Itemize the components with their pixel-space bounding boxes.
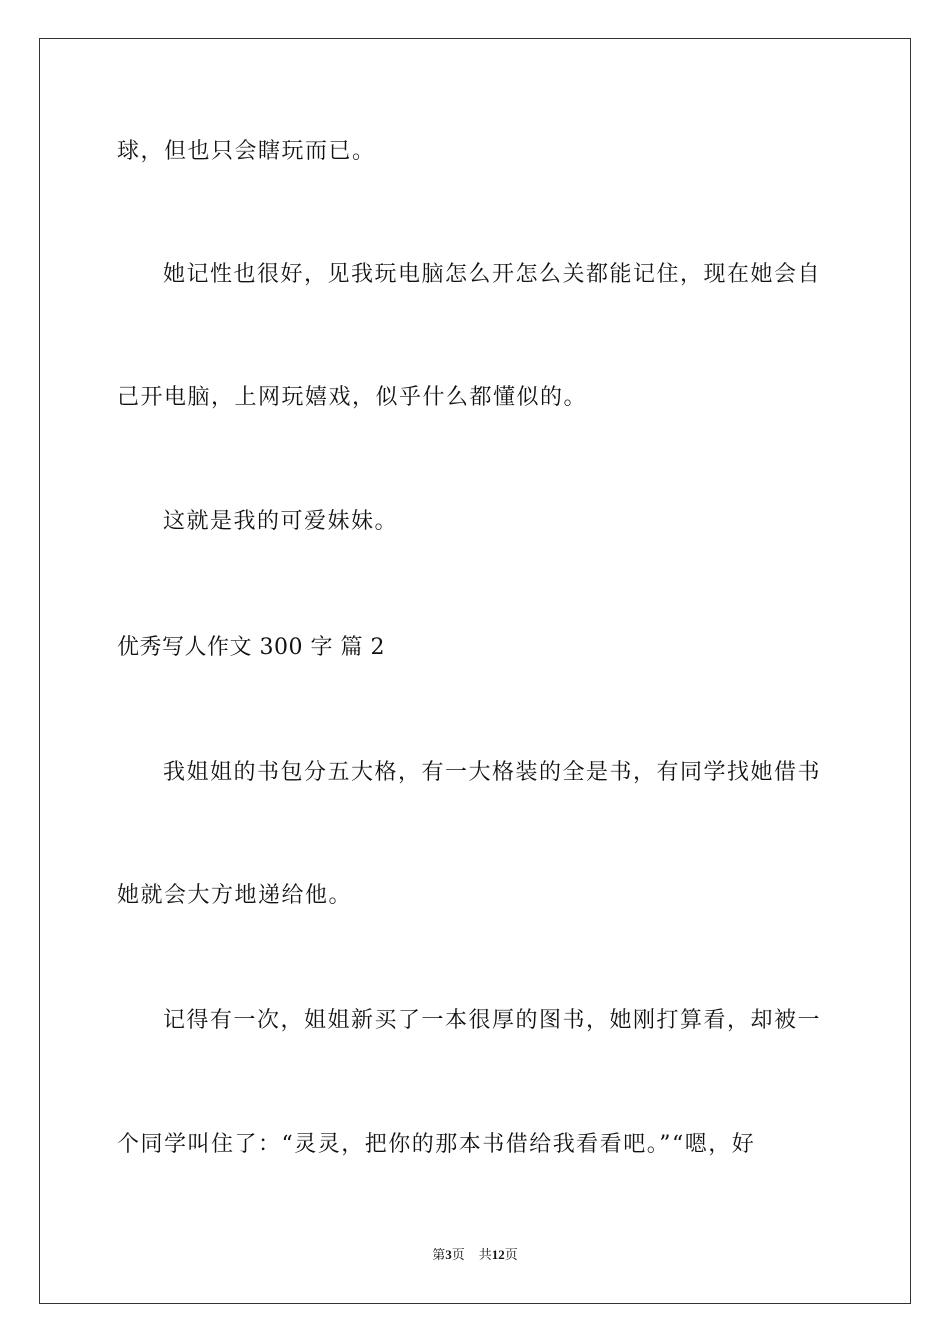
text-line-3: 己开电脑，上网玩嬉戏，似乎什么都懂似的。: [117, 385, 588, 410]
text-line-7: 她就会大方地递给他。: [117, 883, 353, 908]
text-line-6: 我姐姐的书包分五大格，有一大格装的全是书，有同学找她借书: [163, 760, 822, 785]
footer-total-suffix: 页: [504, 1247, 518, 1262]
text-line-9: 个同学叫住了：“灵灵，把你的那本书借给我看看吧。”“嗯，好: [117, 1132, 756, 1157]
footer-page-number: 3: [445, 1247, 452, 1262]
footer-total-prefix: 共: [478, 1247, 492, 1262]
page-border: [39, 38, 911, 1304]
text-line-1: 球，但也只会瞎玩而已。: [117, 139, 376, 164]
text-line-4: 这就是我的可爱妹妹。: [163, 509, 399, 534]
text-line-8: 记得有一次，姐姐新买了一本很厚的图书，她刚打算看，却被一: [163, 1008, 822, 1033]
text-line-2: 她记性也很好，见我玩电脑怎么开怎么关都能记住，现在她会自: [163, 262, 822, 287]
section-heading: 优秀写人作文 300 字 篇 2: [117, 635, 385, 660]
footer-total-pages: 12: [491, 1247, 505, 1262]
footer-page-suffix: 页: [451, 1247, 465, 1262]
footer-prefix: 第: [432, 1247, 446, 1262]
page-footer: [0, 1246, 950, 1264]
